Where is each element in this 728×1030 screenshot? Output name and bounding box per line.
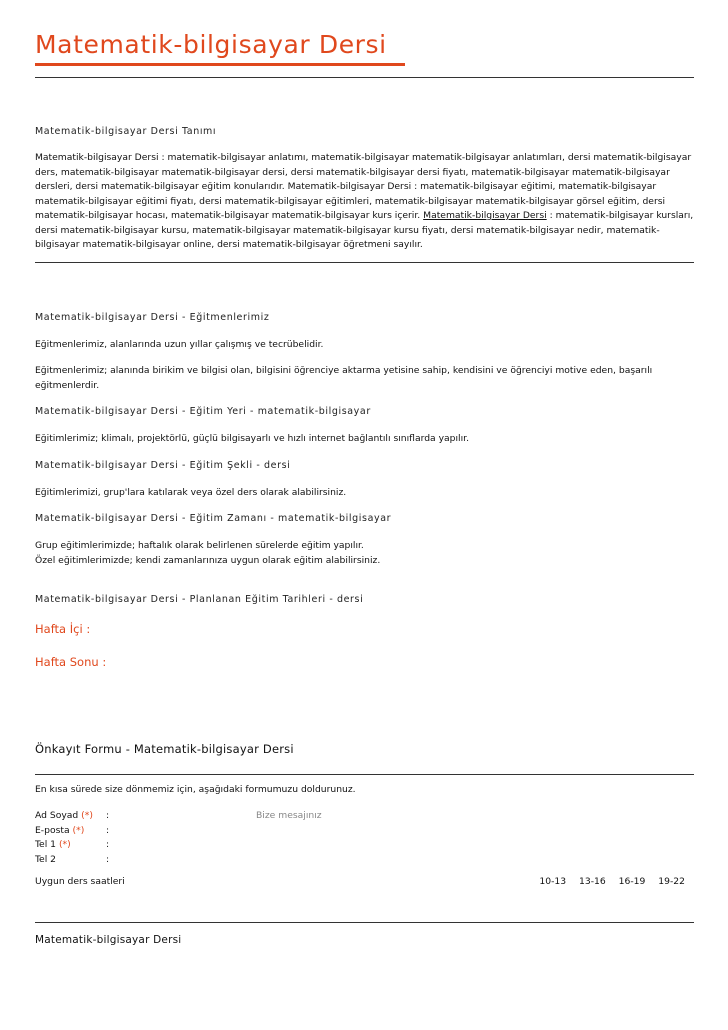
field-label: Tel 1 (*) bbox=[35, 839, 71, 850]
format-heading: Matematik-bilgisayar Dersi - Eğitim Şekli - dersi bbox=[35, 460, 291, 471]
field-label: E-posta (*) bbox=[35, 825, 85, 836]
form-heading: Önkayıt Formu - Matematik-bilgisayar Dersi bbox=[35, 742, 294, 756]
field-colon: : bbox=[106, 839, 110, 850]
hour-option[interactable]: 13-16 bbox=[579, 876, 606, 887]
divider bbox=[35, 922, 694, 923]
hour-option[interactable]: 16-19 bbox=[618, 876, 646, 887]
page-title: Matematik-bilgisayar Dersi bbox=[35, 30, 387, 59]
field-colon: : bbox=[106, 825, 110, 836]
location-heading: Matematik-bilgisayar Dersi - Eğitim Yeri - matematik-bilgisayar bbox=[35, 406, 371, 417]
schedule-heading: Matematik-bilgisayar Dersi - Planlanan Eğitim Tarihleri - dersi bbox=[35, 594, 364, 605]
form-intro: En kısa sürede size dönmemiz için, aşağıdaki formumuzu doldurunuz. bbox=[35, 784, 356, 795]
weekday-label: Hafta İçi : bbox=[35, 622, 91, 636]
timing-line1: Grup eğitimlerimizde; haftalık olarak belirlenen sürelerde eğitim yapılır. bbox=[35, 540, 364, 551]
divider bbox=[35, 77, 694, 78]
hours-options bbox=[529, 876, 685, 887]
footer-text: Matematik-bilgisayar Dersi bbox=[35, 934, 182, 946]
timing-heading: Matematik-bilgisayar Dersi - Eğitim Zamanı - matematik-bilgisayar bbox=[35, 513, 392, 524]
description-text-after: : matematik-bilgisayar kursları, dersi matematik-bilgisayar kursu, matematik-bilgisayar matematik-bilgisayar kursu fiyatı, dersi matematik-bilgisayar nedir, matematik-bilgisayar matematik-bilgisayar online, dersi matematik-bilgisayar öğretmeni sayılır. bbox=[35, 210, 694, 250]
required-mark: (*) bbox=[72, 825, 85, 836]
required-mark: (*) bbox=[58, 839, 71, 850]
format-text: Eğitimlerimizi, grup'lara katılarak veya özel ders olarak alabilirsiniz. bbox=[35, 487, 347, 498]
hour-option[interactable]: 19-22 bbox=[658, 876, 685, 887]
divider bbox=[35, 774, 694, 775]
description-text bbox=[35, 151, 694, 253]
description-heading: Matematik-bilgisayar Dersi Tanımı bbox=[35, 126, 217, 137]
divider bbox=[35, 262, 694, 263]
field-colon: : bbox=[106, 810, 110, 821]
instructors-p2: Eğitmenlerimiz; alanında birikim ve bilgisi olan, bilgisini öğrenciye aktarma yetisine sahip, kendisini ve öğrenciyi motive eden, başarılı eğitmenlerdir. bbox=[35, 365, 653, 391]
instructors-p1: Eğitmenlerimiz, alanlarında uzun yıllar çalışmış ve tecrübelidir. bbox=[35, 339, 324, 350]
location-text: Eğitimlerimiz; klimalı, projektörlü, güçlü bilgisayarlı ve hızlı internet bağlantılı sınıflarda yapılır. bbox=[35, 433, 469, 444]
description-link[interactable]: Matematik-bilgisayar Dersi bbox=[423, 210, 547, 221]
hours-label: Uygun ders saatleri bbox=[35, 876, 125, 887]
field-colon: : bbox=[106, 854, 110, 865]
hour-option[interactable]: 10-13 bbox=[539, 876, 567, 887]
field-label: Ad Soyad (*) bbox=[35, 810, 93, 821]
weekend-label: Hafta Sonu : bbox=[35, 655, 107, 669]
title-underline bbox=[35, 63, 405, 66]
field-label: Tel 2 bbox=[35, 854, 57, 865]
timing-line2: Özel eğitimlerimizde; kendi zamanlarınıza uygun olarak eğitim alabilirsiniz. bbox=[35, 555, 381, 566]
description-text-before: Matematik-bilgisayar Dersi : matematik-bilgisayar anlatımı, matematik-bilgisayar matematik-bilgisayar anlatımları, dersi matematik-bilgisayar ders, matematik-bilgisayar matematik-bilgisayar dersi, dersi matematik-bilgisayar dersi fiyatı, matematik-bilgisayar matematik-bilgisayar dersleri, dersi matematik-bilgisayar eğitim konularıdır. Matematik-bilgisayar Dersi : matematik-bilgisayar eğitimi, matematik-bilgisayar matematik-bilgisayar eğitimi fiyatı, dersi matematik-bilgisayar eğitimleri, matematik-bilgisayar matematik-bilgisayar görsel eğitim, dersi matematik-bilgisayar hocası, matematik-bilgisayar matematik-bilgisayar kurs içerir. bbox=[35, 152, 692, 221]
message-field[interactable]: Bize mesajınız bbox=[256, 810, 322, 821]
required-mark: (*) bbox=[81, 810, 93, 821]
instructors-heading: Matematik-bilgisayar Dersi - Eğitmenlerimiz bbox=[35, 312, 270, 323]
